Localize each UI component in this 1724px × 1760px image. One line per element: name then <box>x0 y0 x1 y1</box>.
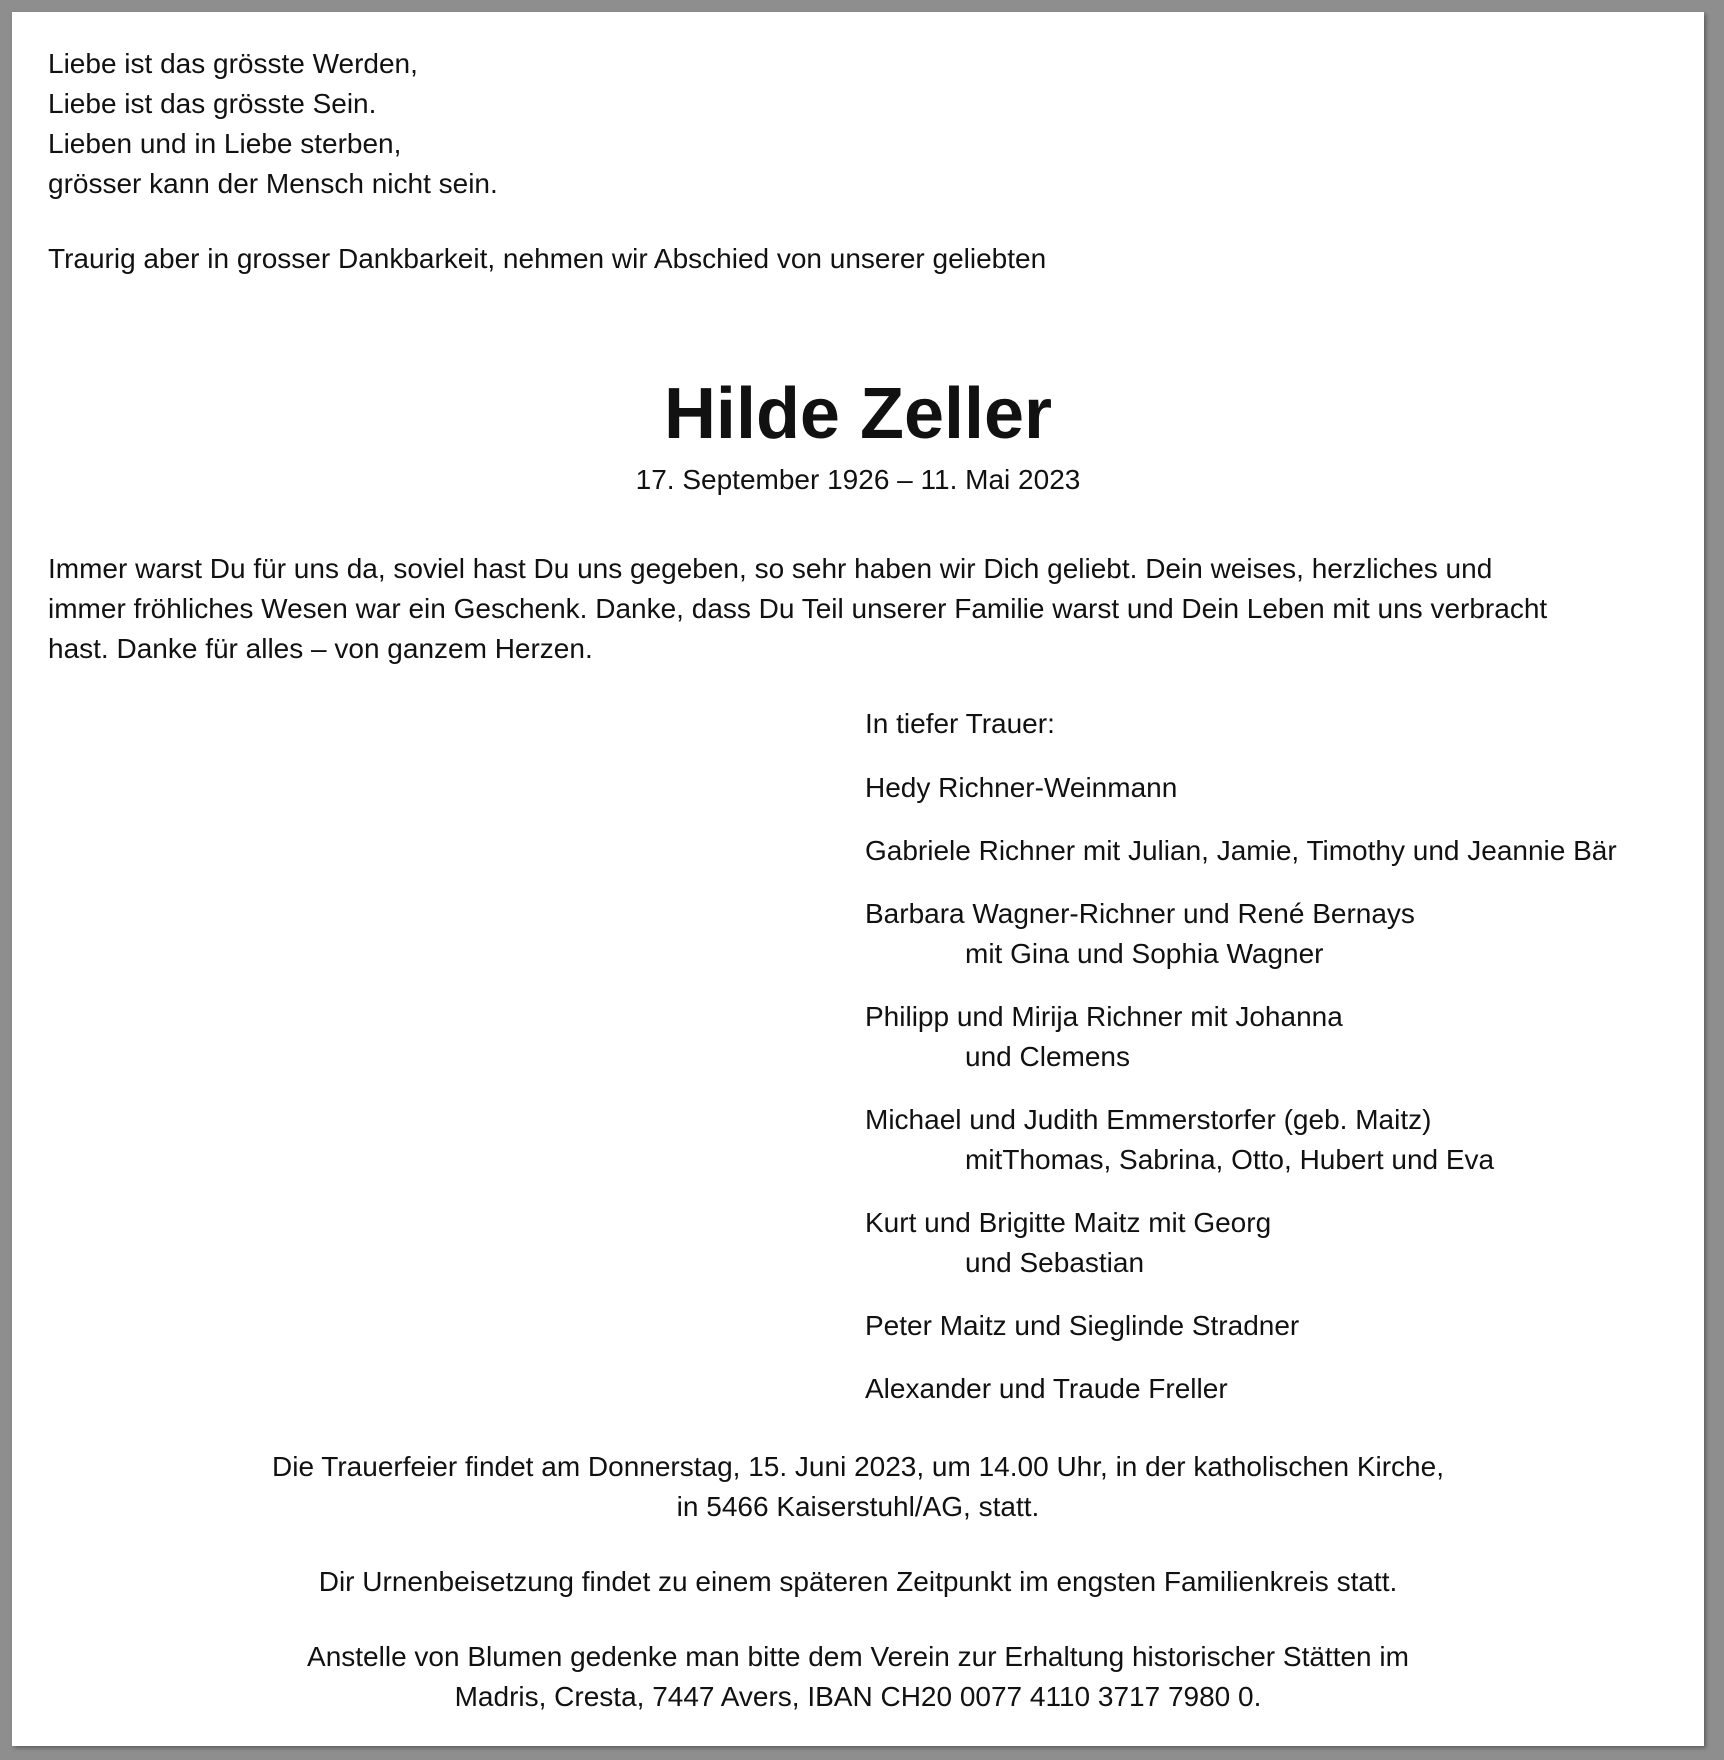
mourner-entry <box>865 768 1617 808</box>
donation-line: Madris, Cresta, 7447 Avers, IBAN CH20 0077 4110 3717 7980 0. <box>454 1681 1262 1712</box>
mourner-entry <box>865 831 1617 871</box>
mourner-line-continued: mit Gina und Sophia Wagner <box>965 938 1324 969</box>
mourner-entry <box>865 1369 1617 1409</box>
funeral-line: Die Trauerfeier findet am Donnerstag, 15. Juni 2023, um 14.00 Uhr, in der katholischen Kirche, <box>272 1451 1444 1482</box>
poem-line: grösser kann der Mensch nicht sein. <box>48 168 498 199</box>
donation-line: Anstelle von Blumen gedenke man bitte dem Verein zur Erhaltung historischer Stätten im <box>307 1641 1409 1672</box>
poem <box>48 44 498 204</box>
mourner-entry <box>865 1306 1617 1346</box>
donation-notice <box>12 1637 1704 1717</box>
mourner-line-continued: und Sebastian <box>965 1247 1145 1278</box>
mourner-entry <box>865 894 1617 974</box>
tribute-line: immer fröhliches Wesen war ein Geschenk. Danke, dass Du Teil unserer Familie warst und Dein Leben mit uns verbracht <box>48 593 1548 624</box>
tribute-paragraph <box>48 549 1547 669</box>
mourner-line: Kurt und Brigitte Maitz mit Georg <box>865 1207 1272 1238</box>
mourner-line-continued: und Clemens <box>965 1041 1130 1072</box>
life-dates: 17. September 1926 – 11. Mai 2023 <box>635 464 1081 495</box>
mourner-line: Philipp und Mirija Richner mit Johanna <box>865 1001 1343 1032</box>
mourner-line: Hedy Richner-Weinmann <box>865 772 1178 803</box>
mourner-line: Gabriele Richner mit Julian, Jamie, Timothy und Jeannie Bär <box>865 835 1617 866</box>
mourners-heading: In tiefer Trauer: <box>865 708 1055 739</box>
tribute-line: hast. Danke für alles – von ganzem Herzen. <box>48 633 593 664</box>
mourners-list <box>865 704 1617 1432</box>
tribute-line: Immer warst Du für uns da, soviel hast Du uns gegeben, so sehr haben wir Dich geliebt. Dein weises, herzliches und <box>48 553 1493 584</box>
poem-line: Lieben und in Liebe sterben, <box>48 128 402 159</box>
funeral-line: in 5466 Kaiserstuhl/AG, statt. <box>676 1491 1040 1522</box>
obituary-page <box>12 12 1704 1746</box>
deceased-name: Hilde Zeller <box>663 374 1053 454</box>
mourner-line-continued: mitThomas, Sabrina, Otto, Hubert und Eva <box>965 1144 1495 1175</box>
urn-burial-notice: Dir Urnenbeisetzung findet zu einem späteren Zeitpunkt im engsten Familienkreis statt. <box>318 1566 1398 1597</box>
mourner-line: Alexander und Traude Freller <box>865 1373 1228 1404</box>
mourner-line: Michael und Judith Emmerstorfer (geb. Maitz) <box>865 1104 1432 1135</box>
mourner-entry <box>865 1100 1617 1180</box>
mourner-line: Peter Maitz und Sieglinde Stradner <box>865 1310 1300 1341</box>
mourner-entry <box>865 997 1617 1077</box>
mourner-entry <box>865 1203 1617 1283</box>
poem-line: Liebe ist das grösste Werden, <box>48 48 418 79</box>
poem-line: Liebe ist das grösste Sein. <box>48 88 377 119</box>
funeral-notice <box>12 1447 1704 1527</box>
intro-text: Traurig aber in grosser Dankbarkeit, nehmen wir Abschied von unserer geliebten <box>48 243 1047 274</box>
mourner-line: Barbara Wagner-Richner und René Bernays <box>865 898 1415 929</box>
